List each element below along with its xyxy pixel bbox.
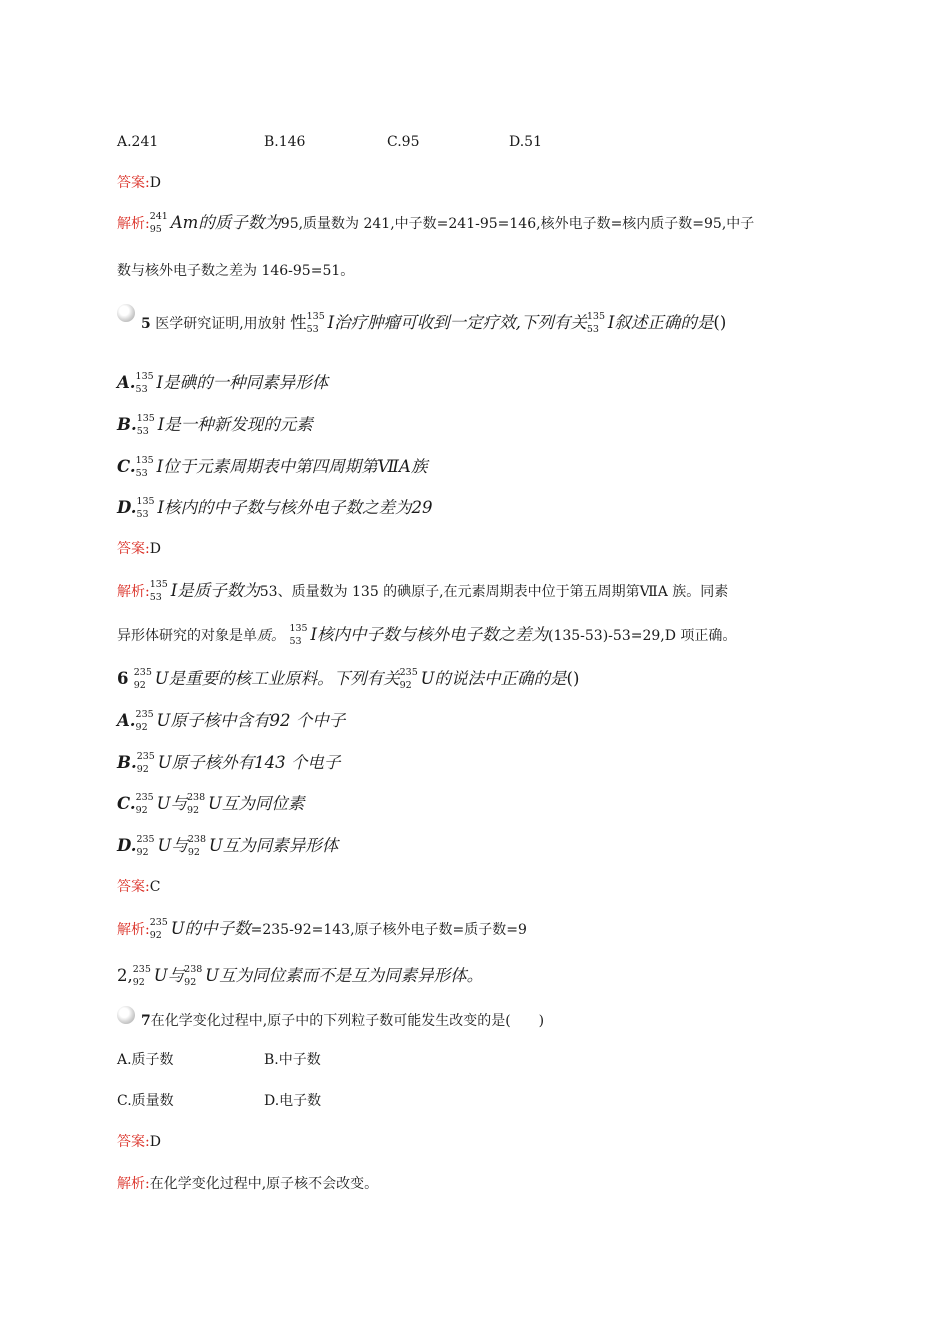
answer-value: D [149,1134,161,1150]
analysis-label: 解析: [117,1176,150,1192]
q7-option-c: C.质量数 [117,1093,174,1109]
q5-answer [117,542,161,556]
answer-label: 答案: [117,541,150,557]
answer-value: D [149,175,161,191]
q7-option-b: B.中子数 [264,1052,321,1068]
q7-stem: 7在化学变化过程中,原子中的下列粒子数可能发生改变的是( ) [141,1013,545,1029]
question-number: 5 [141,316,151,332]
q5-stem: 5 医学研究证明,用放射 性 135 53 I治疗肿瘤可收到一定疗效,下列有关 135 53 I叙述正确的是() [141,311,727,335]
q6-option-a: A. 235 92 U原子核中含有92 个中子 [117,709,346,733]
question-marker-icon [117,1006,135,1024]
answer-value: C [149,879,161,895]
q6-answer [117,880,160,894]
question-marker-icon [117,304,135,322]
q6-analysis-line2: 2, 235 92 U与 238 92 U互为同位素而不是互为同素异形体。 [117,964,484,988]
q5-option-b: B. 135 53 I是一种新发现的元素 [117,413,313,437]
q5-analysis: 解析: 135 53 I是质子数为53、质量数为 135 的碘原子,在元素周期表中位于第五周期第ⅦA 族。同素 [117,579,729,603]
element-symbol: Am [170,213,199,232]
q4-analysis: 解析: 241 95 Am的质子数为95,质量数为 241,中子数=241-95=146,核外电子数=核内质子数=95,中子 [117,211,755,235]
q7-answer [117,1135,161,1149]
isotope-notation: 241 95 [149,211,168,235]
q6-option-d: D. 235 92 U与 238 92 U互为同素异形体 [117,834,339,858]
answer-label: 答案: [117,175,150,191]
q4-answer [117,176,161,190]
q7-option-d: D.电子数 [264,1093,322,1109]
q5-option-c: C. 135 53 I位于元素周期表中第四周期第ⅦA族 [117,455,428,479]
q5-option-a: A. 135 53 I是碘的一种同素异形体 [117,371,329,395]
q4-option-b: B.146 [264,134,306,150]
question-number: 7 [141,1013,151,1029]
q6-option-b: B. 235 92 U原子核外有143 个电子 [117,751,341,775]
q4-analysis-line2: 数与核外电子数之差为 146-95=51。 [117,263,355,279]
question-number: 6 [117,669,129,688]
q7-option-a: A.质子数 [117,1052,174,1068]
q6-stem: 6 235 92 U是重要的核工业原料。下列有关 235 92 U的说法中正确的是() [117,667,580,691]
q4-option-d: D.51 [509,134,542,150]
q7-analysis: 解析:在化学变化过程中,原子核不会改变。 [117,1176,379,1192]
q4-option-c: C.95 [387,134,420,150]
analysis-label: 解析: [117,216,150,232]
analysis-label: 解析: [117,584,150,600]
q4-option-a: A.241 [117,134,159,150]
q6-analysis: 解析: 235 92 U的中子数=235-92=143,原子核外电子数=质子数=9 [117,917,527,941]
q6-option-c: C. 235 92 U与 238 92 U互为同位素 [117,792,305,816]
analysis-label: 解析: [117,922,150,938]
isotope-notation: 135 53 [306,311,325,335]
isotope-notation: 135 53 [586,311,606,335]
q5-option-d: D. 135 53 I核内的中子数与核外电子数之差为29 [117,496,433,520]
q5-analysis-line2: 异形体研究的对象是单质。 135 53 I核内中子数与核外电子数之差为(135-53)-53=29,D 项正确。 [117,623,737,647]
answer-label: 答案: [117,1134,150,1150]
answer-value: D [149,541,161,557]
answer-label: 答案: [117,879,150,895]
